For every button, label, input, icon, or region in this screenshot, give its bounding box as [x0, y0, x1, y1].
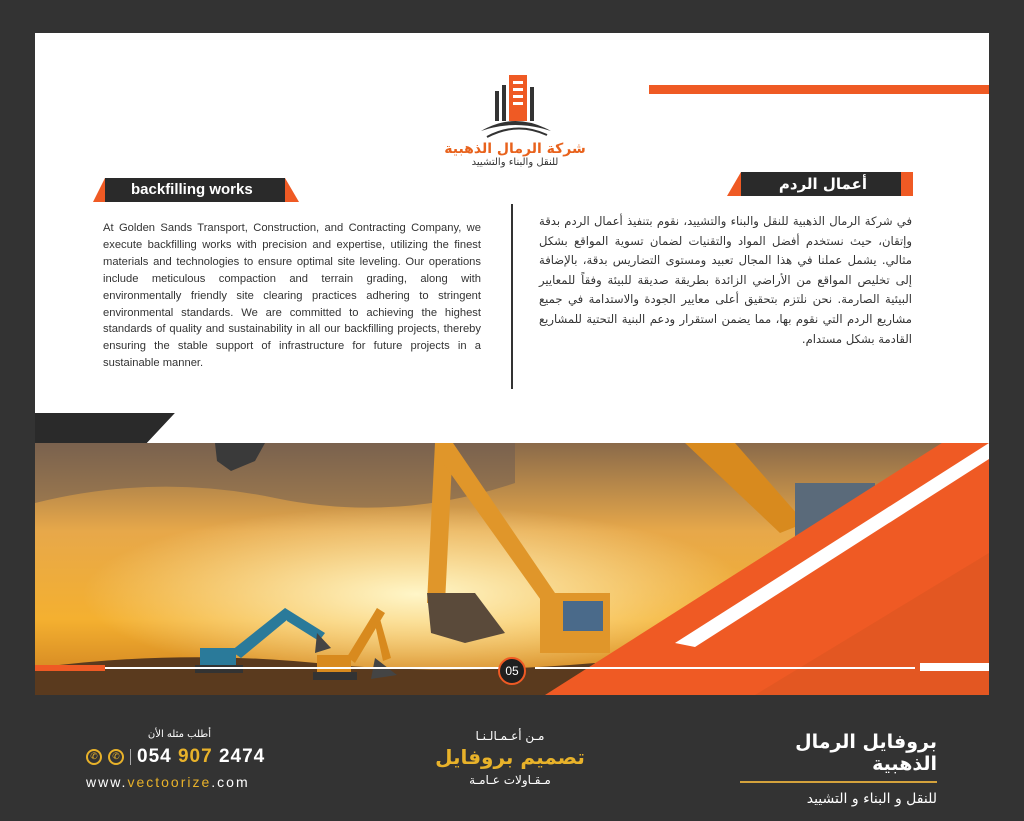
- order-now-label: أطلب مثله الأن: [147, 729, 211, 740]
- section-title-en: backfilling works: [131, 181, 253, 198]
- footer-title-block: [740, 731, 937, 807]
- web-suffix: .com: [211, 774, 250, 790]
- label-tab-right: [901, 172, 913, 196]
- profile-title: بروفايل الرمال الذهبية: [795, 731, 937, 775]
- phone-prefix: 054: [137, 746, 172, 767]
- body-text-en: At Golden Sands Transport, Construction, and Contracting Company, we execute backfilling works with precision and expertise, utilizing the finest materials and technologies to ensure optimal site leveling. Our operations include meticulous compaction and terrain grading, along with environmentally friendly site clearing practices adhering to stringent environmental standards. We are committed to achieving the highest standards of quality and sustainability in all our backfilling projects, thereby ensuring the stable support of infrastructure for future projects in a sustainable manner.: [103, 222, 481, 370]
- profile-page: [35, 33, 989, 695]
- divider: [130, 749, 131, 765]
- column-divider: [511, 204, 513, 389]
- company-logo: [440, 73, 590, 168]
- label-tab-right: [285, 178, 299, 202]
- from-works-label: مـن أعـمـالـنـا: [475, 729, 545, 743]
- profile-subtitle: للنقل و البناء و التشييد: [806, 791, 937, 807]
- label-tab-left: [93, 178, 105, 202]
- phone-mid: 907: [177, 746, 213, 767]
- footer: [0, 695, 1024, 821]
- logo-tagline: للنقل والبناء والتشييد: [471, 157, 559, 168]
- label-tab-left: [727, 172, 741, 196]
- whatsapp-icon: ✆: [108, 749, 124, 765]
- phone-row: [86, 746, 276, 768]
- general-contracting-label: مـقـاولات عـامـة: [469, 773, 551, 787]
- section-label-en: [105, 178, 285, 202]
- section-title-ar: أعمال الردم: [778, 175, 867, 193]
- page-number-badge: 05: [498, 657, 526, 685]
- section-label-ar: [741, 172, 901, 196]
- phone-suffix: 2474: [218, 746, 266, 767]
- logo-company-name: شركة الرمال الذهبية: [444, 141, 586, 157]
- phone-number[interactable]: [137, 746, 265, 768]
- body-text-ar: في شركة الرمال الذهبية للنقل والبناء والتشييد، نقوم بتنفيذ أعمال الردم بدقة وإتقان، حيث نستخدم أفضل المواد والتقنيات لضمان تسوية المواقع بشكل مثالي. يشمل عملنا في هذا المجال تعبيد ومستوى التضاريس بدقة، بالإضافة إلى تخليص المواقع من الأراضي الزائدة بطريقة صديقة للبيئة وفقاً للمعايير البيئية الصارمة. نحن نلتزم بتحقيق أعلى معايير الجودة والاستدامة في جميع مشاريع الردم التي نقوم بها، مما يضمن استقرار ودعم البنية التحتية للمشاريع القادمة بشكل مستدام.: [539, 214, 912, 346]
- web-brand: vectoorize: [127, 774, 212, 790]
- footer-contact: [86, 729, 276, 790]
- dark-wedge-shape: [35, 413, 989, 445]
- gold-rule: [740, 781, 937, 783]
- phone-icon: ✆: [86, 749, 102, 765]
- footer-center: [400, 729, 620, 787]
- website-link[interactable]: [86, 774, 276, 790]
- top-accent-rule: [649, 85, 989, 94]
- building-logo-icon: [473, 73, 557, 139]
- web-prefix: www.: [86, 774, 128, 790]
- design-profile-title: تصميم بروفايل: [435, 745, 585, 769]
